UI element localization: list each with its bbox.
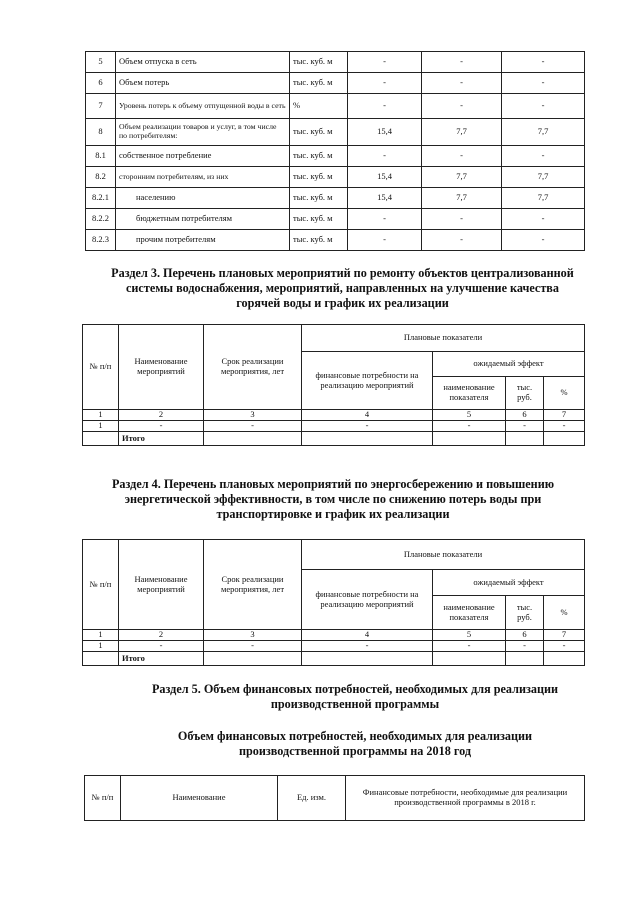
header-name: Наименование (121, 776, 278, 821)
row-value-2: - (422, 230, 502, 251)
row-value-1: 15,4 (348, 119, 422, 146)
header-indicator: наименование показателя (433, 596, 506, 630)
header-num: № п/п (83, 325, 119, 410)
row-name: собственное потребление (116, 146, 290, 167)
row-unit: тыс. куб. м (290, 188, 348, 209)
colnum: 5 (433, 410, 506, 421)
header-fin: Финансовые потребности, необходимые для реализации производственной программы в 2018 г. (346, 776, 585, 821)
header-plan: Плановые показатели (302, 325, 585, 352)
row-value-2: 7,7 (422, 119, 502, 146)
cell: 1 (83, 421, 119, 432)
colnum: 4 (302, 410, 433, 421)
header-effect: ожидаемый эффект (433, 570, 585, 596)
header-name: Наименование мероприятий (119, 540, 204, 630)
row-name: Объем потерь (116, 73, 290, 94)
row-value-3: - (502, 73, 585, 94)
cell: - (119, 641, 204, 652)
colnum: 2 (119, 410, 204, 421)
production-volume-table (85, 51, 585, 251)
row-value-1: 15,4 (348, 188, 422, 209)
row-unit: тыс. куб. м (290, 52, 348, 73)
header-num: № п/п (83, 540, 119, 630)
cell: 1 (83, 641, 119, 652)
row-value-3: - (502, 209, 585, 230)
row-value-1: 15,4 (348, 167, 422, 188)
row-value-3: 7,7 (502, 167, 585, 188)
header-num: № п/п (85, 776, 121, 821)
table-row (86, 119, 585, 146)
cell: - (544, 641, 585, 652)
table-row (86, 209, 585, 230)
row-name: бюджетным потребителям (116, 209, 290, 230)
section4-table (82, 539, 585, 666)
row-value-3: 7,7 (502, 188, 585, 209)
colnum: 3 (204, 630, 302, 641)
table-row (86, 230, 585, 251)
row-unit: тыс. куб. м (290, 73, 348, 94)
colnum: 6 (506, 410, 544, 421)
row-name: прочим потребителям (116, 230, 290, 251)
row-unit: тыс. куб. м (290, 209, 348, 230)
header-percent: % (544, 377, 585, 410)
section5-subheading: Объем финансовых потребностей, необходимых для реализации производственной программы на 2018 год (177, 729, 533, 758)
header-percent: % (544, 596, 585, 630)
row-unit: тыс. куб. м (290, 167, 348, 188)
header-unit: Ед. изм. (278, 776, 346, 821)
row-unit: тыс. куб. м (290, 230, 348, 251)
cell: - (119, 421, 204, 432)
row-value-1: - (348, 209, 422, 230)
row-value-1: - (348, 52, 422, 73)
cell: - (302, 641, 433, 652)
row-value-1: - (348, 73, 422, 94)
row-number: 8 (86, 119, 116, 146)
row-value-2: 7,7 (422, 188, 502, 209)
cell: - (433, 641, 506, 652)
row-value-1: - (348, 230, 422, 251)
cell: - (302, 421, 433, 432)
row-value-1: - (348, 94, 422, 119)
cell: - (204, 421, 302, 432)
row-name: Уровень потерь к объему отпущенной воды в сеть (116, 94, 290, 119)
table-row (86, 73, 585, 94)
section5-heading: Раздел 5. Объем финансовых потребностей, необходимых для реализации производственной программы (151, 682, 559, 711)
row-value-3: - (502, 146, 585, 167)
row-number: 8.2.3 (86, 230, 116, 251)
header-term: Срок реализации мероприятия, лет (204, 540, 302, 630)
row-name: Объем реализации товаров и услуг, в том числе по потребителям: (116, 119, 290, 146)
table-row (86, 146, 585, 167)
colnum: 2 (119, 630, 204, 641)
row-name: сторонним потребителям, из них (116, 167, 290, 188)
row-value-2: - (422, 94, 502, 119)
table-row (86, 167, 585, 188)
row-value-2: - (422, 209, 502, 230)
header-thousand-rub: тыс. руб. (506, 377, 544, 410)
colnum: 1 (83, 630, 119, 641)
table-row (86, 188, 585, 209)
row-value-3: - (502, 230, 585, 251)
row-name: Объем отпуска в сеть (116, 52, 290, 73)
header-plan: Плановые показатели (302, 540, 585, 570)
colnum: 4 (302, 630, 433, 641)
row-number: 8.1 (86, 146, 116, 167)
section4-heading: Раздел 4. Перечень плановых мероприятий по энергосбережению и повышению энергетической эффективности, в том числе по снижению потерь воды при транспортировке и график их реализации (111, 477, 555, 521)
header-term: Срок реализации мероприятия, лет (204, 325, 302, 410)
header-fin: финансовые потребности на реализацию мероприятий (302, 352, 433, 410)
row-value-1: - (348, 146, 422, 167)
colnum: 5 (433, 630, 506, 641)
section3-table (82, 324, 585, 446)
row-value-2: - (422, 73, 502, 94)
row-value-2: - (422, 146, 502, 167)
total-label: Итого (119, 652, 204, 666)
row-unit: тыс. куб. м (290, 119, 348, 146)
row-name: населению (116, 188, 290, 209)
table-row (86, 94, 585, 119)
header-name: Наименование мероприятий (119, 325, 204, 410)
row-value-2: 7,7 (422, 167, 502, 188)
row-number: 7 (86, 94, 116, 119)
header-fin: финансовые потребности на реализацию мероприятий (302, 570, 433, 630)
header-effect: ожидаемый эффект (433, 352, 585, 377)
row-unit: % (290, 94, 348, 119)
colnum: 1 (83, 410, 119, 421)
section3-heading: Раздел 3. Перечень плановых мероприятий по ремонту объектов централизованной системы водоснабжения, мероприятий, направленных на улучшение качества горячей воды и график их реализации (111, 266, 574, 310)
row-value-3: - (502, 52, 585, 73)
colnum: 6 (506, 630, 544, 641)
row-number: 5 (86, 52, 116, 73)
header-thousand-rub: тыс. руб. (506, 596, 544, 630)
colnum: 7 (544, 410, 585, 421)
row-value-2: - (422, 52, 502, 73)
row-value-3: - (502, 94, 585, 119)
cell: - (204, 641, 302, 652)
row-value-3: 7,7 (502, 119, 585, 146)
section5-table (84, 775, 585, 821)
row-number: 6 (86, 73, 116, 94)
header-indicator: наименование показателя (433, 377, 506, 410)
cell: - (506, 641, 544, 652)
colnum: 7 (544, 630, 585, 641)
row-number: 8.2 (86, 167, 116, 188)
row-unit: тыс. куб. м (290, 146, 348, 167)
total-label: Итого (119, 432, 204, 446)
cell: - (433, 421, 506, 432)
cell: - (544, 421, 585, 432)
cell: - (506, 421, 544, 432)
row-number: 8.2.2 (86, 209, 116, 230)
colnum: 3 (204, 410, 302, 421)
table-row (86, 52, 585, 73)
row-number: 8.2.1 (86, 188, 116, 209)
